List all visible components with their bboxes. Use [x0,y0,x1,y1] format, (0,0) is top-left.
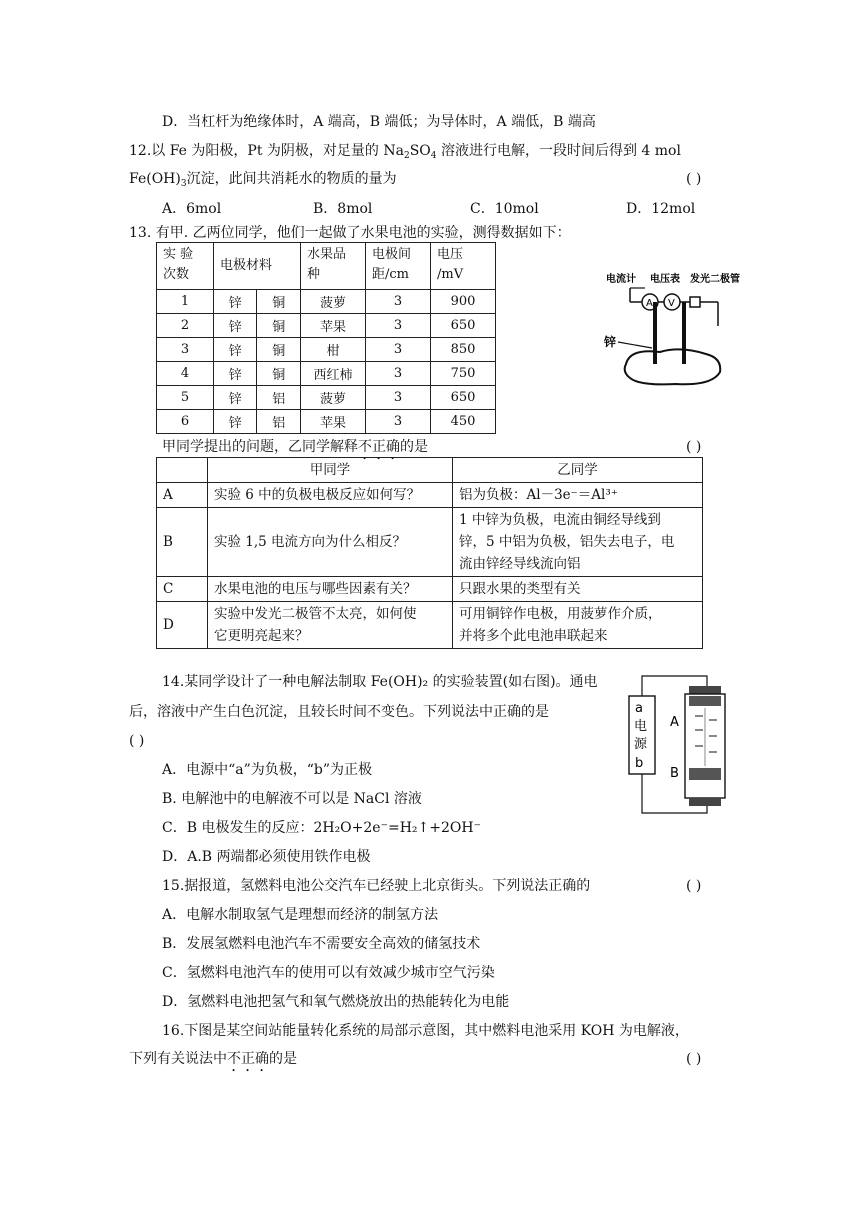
ammeter-label: 电流计 [606,274,636,285]
cell-distance: 3 [366,410,431,434]
cell-electrode1: 锌 [214,362,257,386]
fruit-battery-table [156,242,496,434]
q12-option-c: C．10mol [470,201,539,217]
explanation-table [156,457,703,649]
table-row [157,410,496,434]
voltmeter-label: 电压表 [650,274,680,285]
yi-cell: 铝为负极：Al－3e⁻＝Al³⁺ [453,483,703,508]
cell-voltage: 900 [431,290,496,314]
q15-option-d: D．氢燃料电池把氢气和氧气燃烧放出的热能转化为电能 [162,994,510,1010]
header-voltage: 电压 /mV [431,243,496,290]
cell-voltage: 650 [431,386,496,410]
power-a-label: a [635,701,643,716]
bottom-cap [689,798,721,806]
ammeter-symbol: A [646,298,653,309]
cell-fruit: 柑 [301,338,366,362]
table-row [157,483,703,508]
cell-electrode1: 锌 [214,386,257,410]
electrode-b-label: B [670,766,679,781]
q15-stem: 15.据报道，氢燃料电池公交汽车已经驶上北京街头。下列说法正确的 [162,878,591,894]
table-row [157,602,703,649]
q16-stem-line1: 16.下图是某空间站能量转化系统的局部示意图，其中燃料电池采用 KOH 为电解液， [162,1023,689,1039]
cell-trial: 5 [157,386,214,410]
q14-answer-paren: ( ) [129,733,145,749]
cell-distance: 3 [366,362,431,386]
q12-stem-line1: 12.以 Fe 为阳极，Pt 为阴极，对足量的 $Na_2SO_4$ 溶液进行电解，一段时间后得到 4 mol [129,143,681,161]
cell-trial: 6 [157,410,214,434]
q16-stem-line2: 下列有关说法中不正确的是 [129,1051,297,1067]
row-key: D [157,602,208,649]
cell-electrode1: 锌 [214,314,257,338]
q12-stem-line2: $Fe(OH)_3$沉淀，此间共消耗水的物质的量为 [129,171,397,189]
table-row [157,290,496,314]
table-row [157,386,496,410]
led-icon [690,297,700,307]
q14-stem-line2: 后，溶液中产生白色沉淀，且较长时间不变色。下列说法中正确的是 [129,704,549,720]
jia-cell: 实验 6 中的负极电极反应如何写？ [208,483,453,508]
q13-answer-paren: ( ) [686,439,702,455]
cell-distance: 3 [366,290,431,314]
cell-voltage: 750 [431,362,496,386]
header-key [157,458,208,483]
cell-electrode1: 锌 [214,410,257,434]
cell-fruit: 西红柿 [301,362,366,386]
jia-cell: 实验 1,5 电流方向为什么相反？ [208,508,453,577]
top-cap [689,686,721,694]
q14-option-a: A．电源中“a”为负极，“b”为正极 [162,762,373,778]
q12-option-a: A．6mol [162,201,222,217]
q11-option-d: D．当杠杆为绝缘体时，A 端高，B 端低；为导体时，A 端低，B 端高 [162,114,596,130]
jia-cell: 水果电池的电压与哪些因素有关？ [208,577,453,602]
cell-fruit: 苹果 [301,410,366,434]
q12-answer-paren: ( ) [686,171,702,187]
jia-cell: 实验中发光二极管不太亮，如何使 它更明亮起来？ [208,602,453,649]
q14-stem-line1: 14.某同学设计了一种电解法制取 Fe(OH)₂ 的实验装置(如右图)。通电 [162,674,598,690]
led-label: 发光二极管 [690,274,740,285]
electrode-b [689,768,721,780]
electrode-a [689,696,721,706]
q13-question: 甲同学提出的问题，乙同学解释不正确的是 [162,439,428,455]
header-material: 电极材料 [214,243,301,290]
table-row [157,577,703,602]
electrode-a-label: A [670,715,679,730]
table-row [157,338,496,362]
power-b-label: b [635,756,644,771]
table-header-row [157,458,703,483]
table-header-row [157,243,496,290]
cell-electrode2: 铜 [257,290,301,314]
q15-answer-paren: ( ) [686,878,702,894]
q15-option-b: B．发展氢燃料电池汽车不需要安全高效的储氢技术 [162,936,481,952]
fruit-shape [625,349,721,384]
header-fruit: 水果品 种 [301,243,366,290]
row-key: C [157,577,208,602]
cell-voltage: 850 [431,338,496,362]
table-row [157,314,496,338]
q15-option-c: C．氢燃料电池汽车的使用可以有效减少城市空气污染 [162,965,495,981]
power-label-yuan: 源 [634,737,648,752]
q12-option-b: B．8mol [313,201,373,217]
q14-option-d: D．A.B 两端都必须使用铁作电极 [162,849,371,865]
q16-answer-paren: ( ) [686,1051,702,1067]
q14-option-c: C．B 电极发生的反应：2H₂O+2e⁻=H₂↑+2OH⁻ [162,820,481,836]
cell-electrode2: 铜 [257,338,301,362]
cell-distance: 3 [366,386,431,410]
cell-electrode1: 锌 [214,290,257,314]
zinc-label: 锌 [604,335,617,349]
yi-cell: 1 中锌为负极，电流由铜经导线到 锌，5 中铝为负极，铝失去电子，电 流由锌经导线流向铝 [453,508,703,577]
fruit-battery-figure [600,268,750,390]
row-key: B [157,508,208,577]
cell-trial: 4 [157,362,214,386]
cell-electrode1: 锌 [214,338,257,362]
q13-intro: 13. 有甲. 乙两位同学，他们一起做了水果电池的实验，测得数据如下： [129,225,571,241]
q12-option-d: D．12mol [626,201,696,217]
voltmeter-symbol: V [668,298,675,309]
cell-trial: 3 [157,338,214,362]
cell-distance: 3 [366,338,431,362]
row-key: A [157,483,208,508]
header-trial: 实 验 次数 [157,243,214,290]
electrolysis-figure [625,668,730,818]
cell-electrode2: 铜 [257,362,301,386]
table-row [157,362,496,386]
cell-voltage: 450 [431,410,496,434]
cell-trial: 2 [157,314,214,338]
cell-fruit: 菠萝 [301,290,366,314]
cell-electrode2: 铝 [257,386,301,410]
power-label-dian: 电 [634,719,648,734]
cell-fruit: 菠萝 [301,386,366,410]
table-row [157,508,703,577]
header-distance: 电极间 距/cm [366,243,431,290]
yi-cell: 只跟水果的类型有关 [453,577,703,602]
cell-fruit: 苹果 [301,314,366,338]
cell-distance: 3 [366,314,431,338]
cell-voltage: 650 [431,314,496,338]
q15-option-a: A．电解水制取氢气是理想而经济的制氢方法 [162,907,439,923]
cell-electrode2: 铜 [257,314,301,338]
header-yi: 乙同学 [453,458,703,483]
cell-trial: 1 [157,290,214,314]
header-jia: 甲同学 [208,458,453,483]
q14-option-b: B. 电解池中的电解液不可以是 NaCl 溶液 [162,791,422,807]
cell-electrode2: 铝 [257,410,301,434]
yi-cell: 可用铜锌作电极，用菠萝作介质， 并将多个此电池串联起来 [453,602,703,649]
